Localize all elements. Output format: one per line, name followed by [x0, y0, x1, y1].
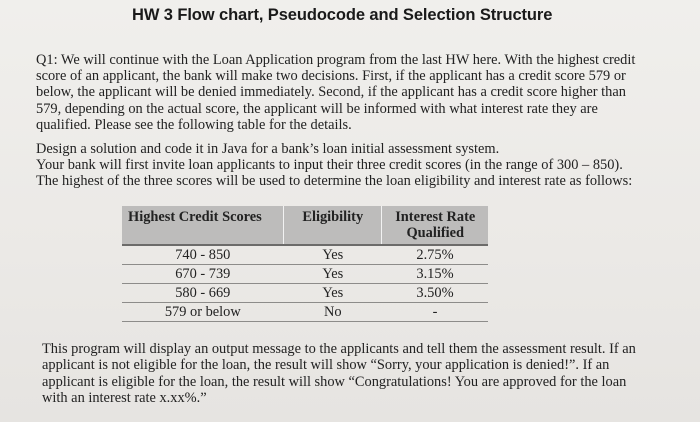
- eligibility-cell: Yes: [322, 265, 344, 282]
- question-line: below, the applicant will be denied immediately. Second, if the applicant has a credit score higher than: [36, 84, 626, 101]
- invite-line: Your bank will first invite loan applicants to input their three credit scores (in the range of 300 – 850).: [36, 157, 623, 173]
- question-line: 579, depending on the actual score, the applicant will be informed with what interest rate they are: [36, 100, 598, 117]
- rate-cell: -: [432, 303, 438, 320]
- eligibility-cell: Yes: [322, 246, 344, 263]
- table-row: [122, 265, 488, 284]
- rate-cell: 3.50%: [416, 284, 454, 301]
- rate-cell: 2.75%: [416, 246, 454, 263]
- input-instruction: [36, 157, 623, 173]
- output-line: applicant is not eligible for the loan, the result will show “Sorry, your application is denied!”. If an: [42, 357, 610, 374]
- question-paragraph: [36, 52, 635, 133]
- design-instruction: [36, 141, 499, 157]
- header-interest-rate: Interest Rate Qualified: [382, 206, 488, 245]
- score-cell: 740 - 850: [175, 246, 231, 263]
- rate-cell: 3.15%: [416, 265, 454, 282]
- table-row: [122, 303, 488, 322]
- question-line: score of an applicant, the bank will make two decisions. First, if the applicant has a credit score 579 or: [36, 68, 626, 85]
- score-cell: 670 - 739: [175, 265, 231, 282]
- page-title: HW 3 Flow chart, Pseudocode and Selection Structure: [132, 6, 553, 24]
- rule-instruction: [36, 173, 632, 189]
- highest-line: The highest of the three scores will be used to determine the loan eligibility and interest rate as follows:: [36, 173, 633, 189]
- credit-score-table: [122, 206, 488, 322]
- header-highest-credit-scores: Highest Credit Scores: [122, 206, 284, 245]
- table-row: [122, 245, 488, 265]
- table-row: [122, 284, 488, 303]
- output-line: This program will display an output message to the applicants and tell them the assessment result. If an: [42, 341, 636, 357]
- score-cell: 580 - 669: [175, 284, 231, 301]
- header-eligibility: Eligibility: [284, 206, 382, 245]
- output-paragraph: [42, 341, 636, 407]
- design-line: Design a solution and code it in Java for a bank’s loan initial assessment system.: [36, 141, 500, 157]
- eligibility-cell: Yes: [322, 284, 344, 301]
- question-line: Q1: We will continue with the Loan Application program from the last HW here. With the highest credit: [36, 52, 636, 68]
- score-cell: 579 or below: [164, 303, 241, 320]
- question-line: qualified. Please see the following table for the details.: [36, 116, 352, 133]
- eligibility-cell: No: [323, 303, 342, 320]
- output-line: with an interest rate x.xx%.”: [42, 390, 207, 407]
- table-header-row: [122, 206, 488, 245]
- output-line: applicant is eligible for the loan, the result will show “Congratulations! You are approved for the loan: [42, 373, 627, 390]
